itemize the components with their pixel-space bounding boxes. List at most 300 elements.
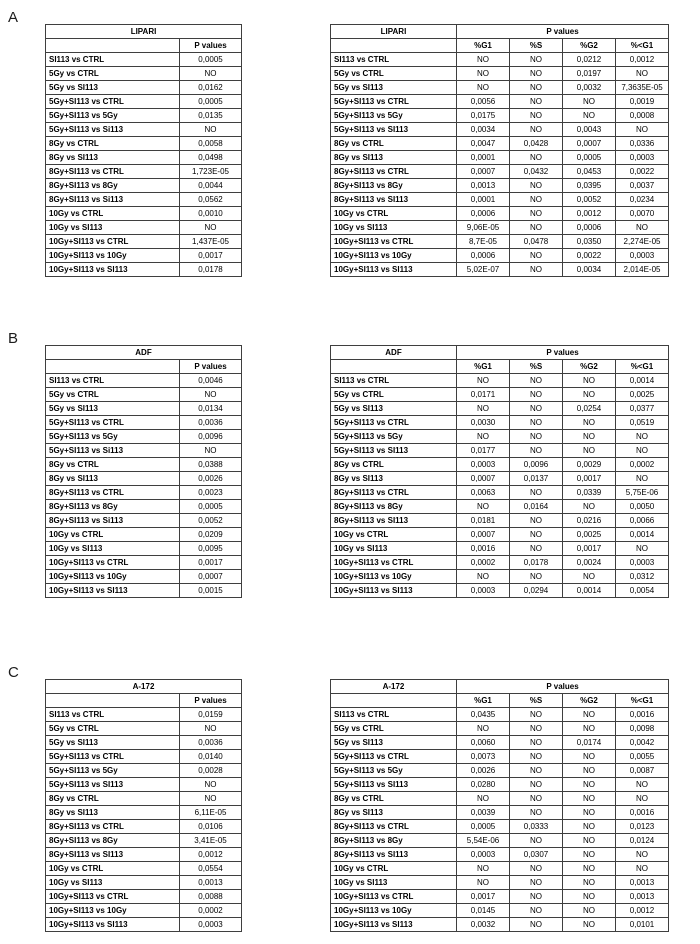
table-row xyxy=(46,123,242,137)
p-value-cell: 0,0001 xyxy=(457,193,510,207)
p-value-cell: 1,723E-05 xyxy=(180,165,242,179)
p-value-cell: NO xyxy=(510,123,563,137)
comparison-label-cell: 5Gy+SI113 vs Si113 xyxy=(46,444,180,458)
table-row xyxy=(331,137,669,151)
table-row xyxy=(331,458,669,472)
comparison-label-cell: SI113 vs CTRL xyxy=(46,53,180,67)
p-value-cell: 0,0007 xyxy=(180,570,242,584)
table-row xyxy=(331,750,669,764)
table-row xyxy=(46,235,242,249)
p-value-cell: 0,0005 xyxy=(180,95,242,109)
table-row xyxy=(46,109,242,123)
p-value-cell: NO xyxy=(510,67,563,81)
column-header: %S xyxy=(510,39,563,53)
table-row xyxy=(46,165,242,179)
table-row xyxy=(46,444,242,458)
table-title: A-172 xyxy=(46,680,242,694)
p-value-cell: 8,7E-05 xyxy=(457,235,510,249)
p-value-cell: 0,0174 xyxy=(563,736,616,750)
column-header: %G2 xyxy=(563,694,616,708)
p-value-cell: 0,0013 xyxy=(180,876,242,890)
comparison-label-cell: 5Gy vs SI113 xyxy=(331,81,457,95)
p-value-cell: 0,0003 xyxy=(457,458,510,472)
p-value-cell: NO xyxy=(510,736,563,750)
comparison-label-cell: 8Gy+SI113 vs Si113 xyxy=(46,193,180,207)
table-header-row xyxy=(46,39,242,53)
p-value-cell: NO xyxy=(510,402,563,416)
comparison-label-cell: 10Gy+SI113 vs CTRL xyxy=(331,556,457,570)
p-value-cell: 0,0294 xyxy=(510,584,563,598)
comparison-label-cell: 5Gy+SI113 vs 5Gy xyxy=(331,430,457,444)
p-value-cell: 0,0013 xyxy=(616,876,669,890)
p-value-cell: NO xyxy=(616,472,669,486)
table-row xyxy=(46,374,242,388)
p-value-cell: NO xyxy=(616,123,669,137)
p-value-cell: NO xyxy=(510,486,563,500)
p-value-cell: 0,0432 xyxy=(510,165,563,179)
comparison-label-cell: 5Gy+SI113 vs Si113 xyxy=(46,123,180,137)
table-row xyxy=(46,514,242,528)
p-value-cell: NO xyxy=(510,221,563,235)
blank-cell xyxy=(46,694,180,708)
blank-cell xyxy=(331,694,457,708)
table-row xyxy=(331,708,669,722)
p-value-cell: NO xyxy=(457,862,510,876)
p-value-cell: 0,0022 xyxy=(616,165,669,179)
comparison-label-cell: 8Gy vs SI113 xyxy=(46,151,180,165)
comparison-label-cell: 5Gy+SI113 vs 5Gy xyxy=(46,764,180,778)
table-row xyxy=(331,221,669,235)
p-values-header: P values xyxy=(180,360,242,374)
p-values-header: P values xyxy=(457,25,669,39)
table-row xyxy=(331,722,669,736)
comparison-label-cell: 10Gy vs CTRL xyxy=(46,528,180,542)
p-value-cell: NO xyxy=(563,848,616,862)
p-value-cell: NO xyxy=(510,528,563,542)
p-value-cell: 0,0003 xyxy=(616,556,669,570)
comparison-label-cell: 8Gy+SI113 vs SI113 xyxy=(46,848,180,862)
p-value-cell: NO xyxy=(457,792,510,806)
table-row xyxy=(46,193,242,207)
p-value-cell: 0,0333 xyxy=(510,820,563,834)
p-value-cell: 0,0001 xyxy=(457,151,510,165)
p-value-cell: NO xyxy=(563,416,616,430)
p-value-cell: 0,0164 xyxy=(510,500,563,514)
table-row xyxy=(46,500,242,514)
p-value-cell: 0,0134 xyxy=(180,402,242,416)
p-value-cell: 0,0209 xyxy=(180,528,242,542)
p-value-cell: NO xyxy=(616,221,669,235)
p-value-cell: 0,0014 xyxy=(563,584,616,598)
table-title-row xyxy=(331,680,669,694)
p-value-cell: 0,0234 xyxy=(616,193,669,207)
p-value-cell: NO xyxy=(510,764,563,778)
column-header: %S xyxy=(510,360,563,374)
p-value-cell: 0,0005 xyxy=(180,500,242,514)
comparison-label-cell: 8Gy+SI113 vs 8Gy xyxy=(46,179,180,193)
p-value-cell: 0,0159 xyxy=(180,708,242,722)
table-row xyxy=(46,834,242,848)
p-value-cell: 0,0006 xyxy=(457,207,510,221)
p-value-cell: 0,0162 xyxy=(180,81,242,95)
table-row xyxy=(46,792,242,806)
p-value-cell: NO xyxy=(563,918,616,932)
comparison-label-cell: 8Gy+SI113 vs Si113 xyxy=(46,514,180,528)
p-value-cell: NO xyxy=(563,792,616,806)
p-value-cell: NO xyxy=(510,862,563,876)
p-value-cell: 0,0016 xyxy=(616,708,669,722)
table-row xyxy=(46,570,242,584)
table-title: ADF xyxy=(46,346,242,360)
comparison-label-cell: 8Gy vs SI113 xyxy=(331,472,457,486)
comparison-label-cell: 8Gy+SI113 vs CTRL xyxy=(46,486,180,500)
p-value-cell: NO xyxy=(563,862,616,876)
p-value-cell: 0,0145 xyxy=(457,904,510,918)
p-value-cell: NO xyxy=(510,151,563,165)
comparison-label-cell: 8Gy+SI113 vs 8Gy xyxy=(46,500,180,514)
table-row xyxy=(331,556,669,570)
p-value-cell: 0,0034 xyxy=(457,123,510,137)
p-value-cell: NO xyxy=(510,374,563,388)
p-value-cell: NO xyxy=(457,374,510,388)
table-row xyxy=(46,67,242,81)
table-row xyxy=(331,123,669,137)
comparison-label-cell: 10Gy+SI113 vs 10Gy xyxy=(46,570,180,584)
p-value-cell: 0,0312 xyxy=(616,570,669,584)
table-row xyxy=(46,542,242,556)
comparison-label-cell: 5Gy vs CTRL xyxy=(331,722,457,736)
column-header: %G1 xyxy=(457,39,510,53)
column-header: %<G1 xyxy=(616,360,669,374)
p-value-cell: NO xyxy=(563,834,616,848)
p-value-cell: 0,0478 xyxy=(510,235,563,249)
p-value-cell: NO xyxy=(510,514,563,528)
p-value-cell: NO xyxy=(616,430,669,444)
p-value-cell: 0,0216 xyxy=(563,514,616,528)
p-values-header: P values xyxy=(457,346,669,360)
p-value-cell: NO xyxy=(510,109,563,123)
p-value-cell: NO xyxy=(510,834,563,848)
table-row xyxy=(331,862,669,876)
p-value-cell: 0,0030 xyxy=(457,416,510,430)
table-row xyxy=(46,890,242,904)
p-value-cell: 0,0254 xyxy=(563,402,616,416)
simple-p-values-table xyxy=(45,24,242,277)
blank-cell xyxy=(46,360,180,374)
comparison-label-cell: 10Gy+SI113 vs 10Gy xyxy=(331,570,457,584)
p-value-cell: 0,0003 xyxy=(457,584,510,598)
p-value-cell: NO xyxy=(563,708,616,722)
table-row xyxy=(46,179,242,193)
p-value-cell: 2,274E-05 xyxy=(616,235,669,249)
p-value-cell: 0,0016 xyxy=(457,542,510,556)
comparison-label-cell: 5Gy+SI113 vs CTRL xyxy=(46,416,180,430)
table-row xyxy=(46,862,242,876)
p-value-cell: 0,0032 xyxy=(563,81,616,95)
p-value-cell: 0,0197 xyxy=(563,67,616,81)
table-row xyxy=(331,374,669,388)
p-value-cell: 0,0052 xyxy=(563,193,616,207)
table-row xyxy=(46,736,242,750)
comparison-label-cell: 8Gy vs CTRL xyxy=(46,458,180,472)
p-value-cell: NO xyxy=(563,890,616,904)
comparison-label-cell: 5Gy vs CTRL xyxy=(46,67,180,81)
p-value-cell: 0,0034 xyxy=(563,263,616,277)
p-value-cell: 0,0175 xyxy=(457,109,510,123)
table-title-row xyxy=(331,25,669,39)
comparison-label-cell: 5Gy vs SI113 xyxy=(46,81,180,95)
table-row xyxy=(331,834,669,848)
p-value-cell: 0,0005 xyxy=(180,53,242,67)
table-row xyxy=(331,904,669,918)
p-value-cell: 0,0003 xyxy=(457,848,510,862)
table-row xyxy=(331,890,669,904)
p-value-cell: 0,0002 xyxy=(616,458,669,472)
comparison-label-cell: 5Gy+SI113 vs CTRL xyxy=(331,416,457,430)
comparison-label-cell: 8Gy vs SI113 xyxy=(46,472,180,486)
p-value-cell: NO xyxy=(457,570,510,584)
comparison-label-cell: 8Gy+SI113 vs SI113 xyxy=(331,193,457,207)
table-row xyxy=(46,528,242,542)
table-row xyxy=(46,416,242,430)
comparison-label-cell: 10Gy vs SI113 xyxy=(46,876,180,890)
comparison-label-cell: 10Gy vs CTRL xyxy=(331,207,457,221)
p-value-cell: 0,0124 xyxy=(616,834,669,848)
p-value-cell: NO xyxy=(616,67,669,81)
p-value-cell: NO xyxy=(180,444,242,458)
p-value-cell: 0,0036 xyxy=(180,416,242,430)
comparison-label-cell: SI113 vs CTRL xyxy=(331,53,457,67)
p-value-cell: NO xyxy=(510,722,563,736)
table-row xyxy=(46,137,242,151)
table-row xyxy=(331,542,669,556)
p-value-cell: NO xyxy=(563,109,616,123)
p-value-cell: 0,0003 xyxy=(616,151,669,165)
table-row xyxy=(46,722,242,736)
p-value-cell: NO xyxy=(616,778,669,792)
p-value-cell: 0,0003 xyxy=(616,249,669,263)
p-value-cell: 0,0087 xyxy=(616,764,669,778)
comparison-label-cell: 10Gy vs SI113 xyxy=(331,221,457,235)
simple-p-values-table xyxy=(45,345,242,598)
table-row xyxy=(331,95,669,109)
p-value-cell: 5,02E-07 xyxy=(457,263,510,277)
p-value-cell: 0,0070 xyxy=(616,207,669,221)
table-row xyxy=(331,53,669,67)
p-value-cell: 0,0350 xyxy=(563,235,616,249)
blank-cell xyxy=(46,39,180,53)
p-value-cell: 0,0562 xyxy=(180,193,242,207)
table-row xyxy=(331,500,669,514)
p-value-cell: NO xyxy=(616,542,669,556)
comparison-label-cell: 5Gy+SI113 vs CTRL xyxy=(331,95,457,109)
p-value-cell: NO xyxy=(616,792,669,806)
table-row xyxy=(331,388,669,402)
cell-cycle-p-values-table xyxy=(330,679,669,932)
p-value-cell: NO xyxy=(563,430,616,444)
comparison-label-cell: SI113 vs CTRL xyxy=(331,374,457,388)
table-title: LIPARI xyxy=(46,25,242,39)
table-title: LIPARI xyxy=(331,25,457,39)
p-value-cell: 0,0073 xyxy=(457,750,510,764)
p-value-cell: NO xyxy=(563,750,616,764)
p-value-cell: NO xyxy=(510,918,563,932)
p-value-cell: NO xyxy=(510,806,563,820)
p-value-cell: NO xyxy=(180,778,242,792)
table-row xyxy=(46,876,242,890)
p-value-cell: 0,0453 xyxy=(563,165,616,179)
table-row xyxy=(46,904,242,918)
comparison-label-cell: 8Gy+SI113 vs SI113 xyxy=(331,514,457,528)
p-values-header: P values xyxy=(180,694,242,708)
table-row xyxy=(331,764,669,778)
p-value-cell: NO xyxy=(457,67,510,81)
p-value-cell: NO xyxy=(563,722,616,736)
comparison-label-cell: 8Gy+SI113 vs 8Gy xyxy=(331,834,457,848)
comparison-label-cell: 5Gy+SI113 vs CTRL xyxy=(331,750,457,764)
p-value-cell: NO xyxy=(510,193,563,207)
p-value-cell: NO xyxy=(510,542,563,556)
comparison-label-cell: 10Gy+SI113 vs 10Gy xyxy=(331,249,457,263)
table-row xyxy=(46,472,242,486)
p-value-cell: 0,0395 xyxy=(563,179,616,193)
p-value-cell: NO xyxy=(457,53,510,67)
p-value-cell: NO xyxy=(563,904,616,918)
table-header-row xyxy=(46,694,242,708)
p-value-cell: NO xyxy=(180,67,242,81)
p-value-cell: 7,3635E-05 xyxy=(616,81,669,95)
p-value-cell: NO xyxy=(510,750,563,764)
comparison-label-cell: 5Gy vs CTRL xyxy=(331,67,457,81)
table-row xyxy=(331,165,669,179)
p-value-cell: NO xyxy=(510,444,563,458)
table-row xyxy=(46,430,242,444)
p-value-cell: NO xyxy=(563,876,616,890)
comparison-label-cell: 8Gy vs CTRL xyxy=(46,137,180,151)
p-value-cell: 0,0050 xyxy=(616,500,669,514)
p-value-cell: NO xyxy=(563,764,616,778)
p-value-cell: NO xyxy=(616,444,669,458)
table-row xyxy=(46,151,242,165)
comparison-label-cell: 5Gy+SI113 vs SI113 xyxy=(331,123,457,137)
table-row xyxy=(46,820,242,834)
p-value-cell: NO xyxy=(510,388,563,402)
p-value-cell: 0,0123 xyxy=(616,820,669,834)
column-header: %G1 xyxy=(457,360,510,374)
comparison-label-cell: 8Gy+SI113 vs CTRL xyxy=(331,820,457,834)
p-value-cell: 0,0212 xyxy=(563,53,616,67)
comparison-label-cell: 5Gy vs SI113 xyxy=(46,402,180,416)
comparison-label-cell: 8Gy vs SI113 xyxy=(331,151,457,165)
column-header: %<G1 xyxy=(616,694,669,708)
p-value-cell: NO xyxy=(563,500,616,514)
p-value-cell: 5,75E-06 xyxy=(616,486,669,500)
p-value-cell: 0,0017 xyxy=(180,249,242,263)
p-value-cell: 6,11E-05 xyxy=(180,806,242,820)
p-value-cell: 0,0101 xyxy=(616,918,669,932)
comparison-label-cell: 8Gy+SI113 vs 8Gy xyxy=(46,834,180,848)
p-value-cell: 0,0007 xyxy=(457,528,510,542)
p-value-cell: 0,0336 xyxy=(616,137,669,151)
comparison-label-cell: SI113 vs CTRL xyxy=(331,708,457,722)
table-row xyxy=(331,570,669,584)
table-row xyxy=(331,402,669,416)
comparison-label-cell: 10Gy vs SI113 xyxy=(46,542,180,556)
p-value-cell: 0,0178 xyxy=(180,263,242,277)
comparison-label-cell: 10Gy+SI113 vs 10Gy xyxy=(331,904,457,918)
section-label: C xyxy=(8,664,19,681)
p-value-cell: NO xyxy=(457,722,510,736)
table-row xyxy=(331,151,669,165)
p-value-cell: 0,0428 xyxy=(510,137,563,151)
table-header-row xyxy=(331,360,669,374)
p-value-cell: 0,0088 xyxy=(180,890,242,904)
table-row xyxy=(46,458,242,472)
p-value-cell: 0,0032 xyxy=(457,918,510,932)
p-value-cell: 0,0012 xyxy=(616,53,669,67)
p-value-cell: 0,0055 xyxy=(616,750,669,764)
comparison-label-cell: 10Gy vs SI113 xyxy=(46,221,180,235)
p-value-cell: 0,0047 xyxy=(457,137,510,151)
p-value-cell: 1,437E-05 xyxy=(180,235,242,249)
p-value-cell: NO xyxy=(510,430,563,444)
table-row xyxy=(331,67,669,81)
p-value-cell: 0,0339 xyxy=(563,486,616,500)
comparison-label-cell: 10Gy+SI113 vs CTRL xyxy=(46,890,180,904)
comparison-label-cell: 8Gy vs CTRL xyxy=(46,792,180,806)
table-header-row xyxy=(331,39,669,53)
p-value-cell: NO xyxy=(563,820,616,834)
p-value-cell: NO xyxy=(510,416,563,430)
table-row xyxy=(46,53,242,67)
comparison-label-cell: 8Gy+SI113 vs CTRL xyxy=(46,820,180,834)
p-value-cell: 0,0012 xyxy=(616,904,669,918)
p-value-cell: 0,0171 xyxy=(457,388,510,402)
p-value-cell: 0,0006 xyxy=(457,249,510,263)
p-value-cell: 0,0060 xyxy=(457,736,510,750)
comparison-label-cell: 10Gy+SI113 vs SI113 xyxy=(46,918,180,932)
column-header: %G1 xyxy=(457,694,510,708)
p-value-cell: 0,0028 xyxy=(180,764,242,778)
table-row xyxy=(331,249,669,263)
p-value-cell: NO xyxy=(563,388,616,402)
table-row xyxy=(46,221,242,235)
table-row xyxy=(46,764,242,778)
table-row xyxy=(46,918,242,932)
table-row xyxy=(331,486,669,500)
comparison-label-cell: 5Gy vs SI113 xyxy=(331,402,457,416)
table-row xyxy=(331,207,669,221)
table-row xyxy=(46,778,242,792)
p-value-cell: 0,0026 xyxy=(457,764,510,778)
p-value-cell: 0,0010 xyxy=(180,207,242,221)
p-value-cell: NO xyxy=(510,53,563,67)
comparison-label-cell: 8Gy+SI113 vs SI113 xyxy=(331,848,457,862)
table-row xyxy=(331,876,669,890)
p-value-cell: 5,54E-06 xyxy=(457,834,510,848)
p-value-cell: NO xyxy=(180,221,242,235)
comparison-label-cell: 5Gy+SI113 vs 5Gy xyxy=(331,109,457,123)
p-value-cell: 2,014E-05 xyxy=(616,263,669,277)
p-value-cell: 0,0554 xyxy=(180,862,242,876)
p-value-cell: 0,0042 xyxy=(616,736,669,750)
table-row xyxy=(331,792,669,806)
p-value-cell: 0,0098 xyxy=(616,722,669,736)
p-value-cell: 0,0052 xyxy=(180,514,242,528)
table-row xyxy=(46,750,242,764)
p-value-cell: NO xyxy=(510,876,563,890)
p-value-cell: 0,0007 xyxy=(563,137,616,151)
